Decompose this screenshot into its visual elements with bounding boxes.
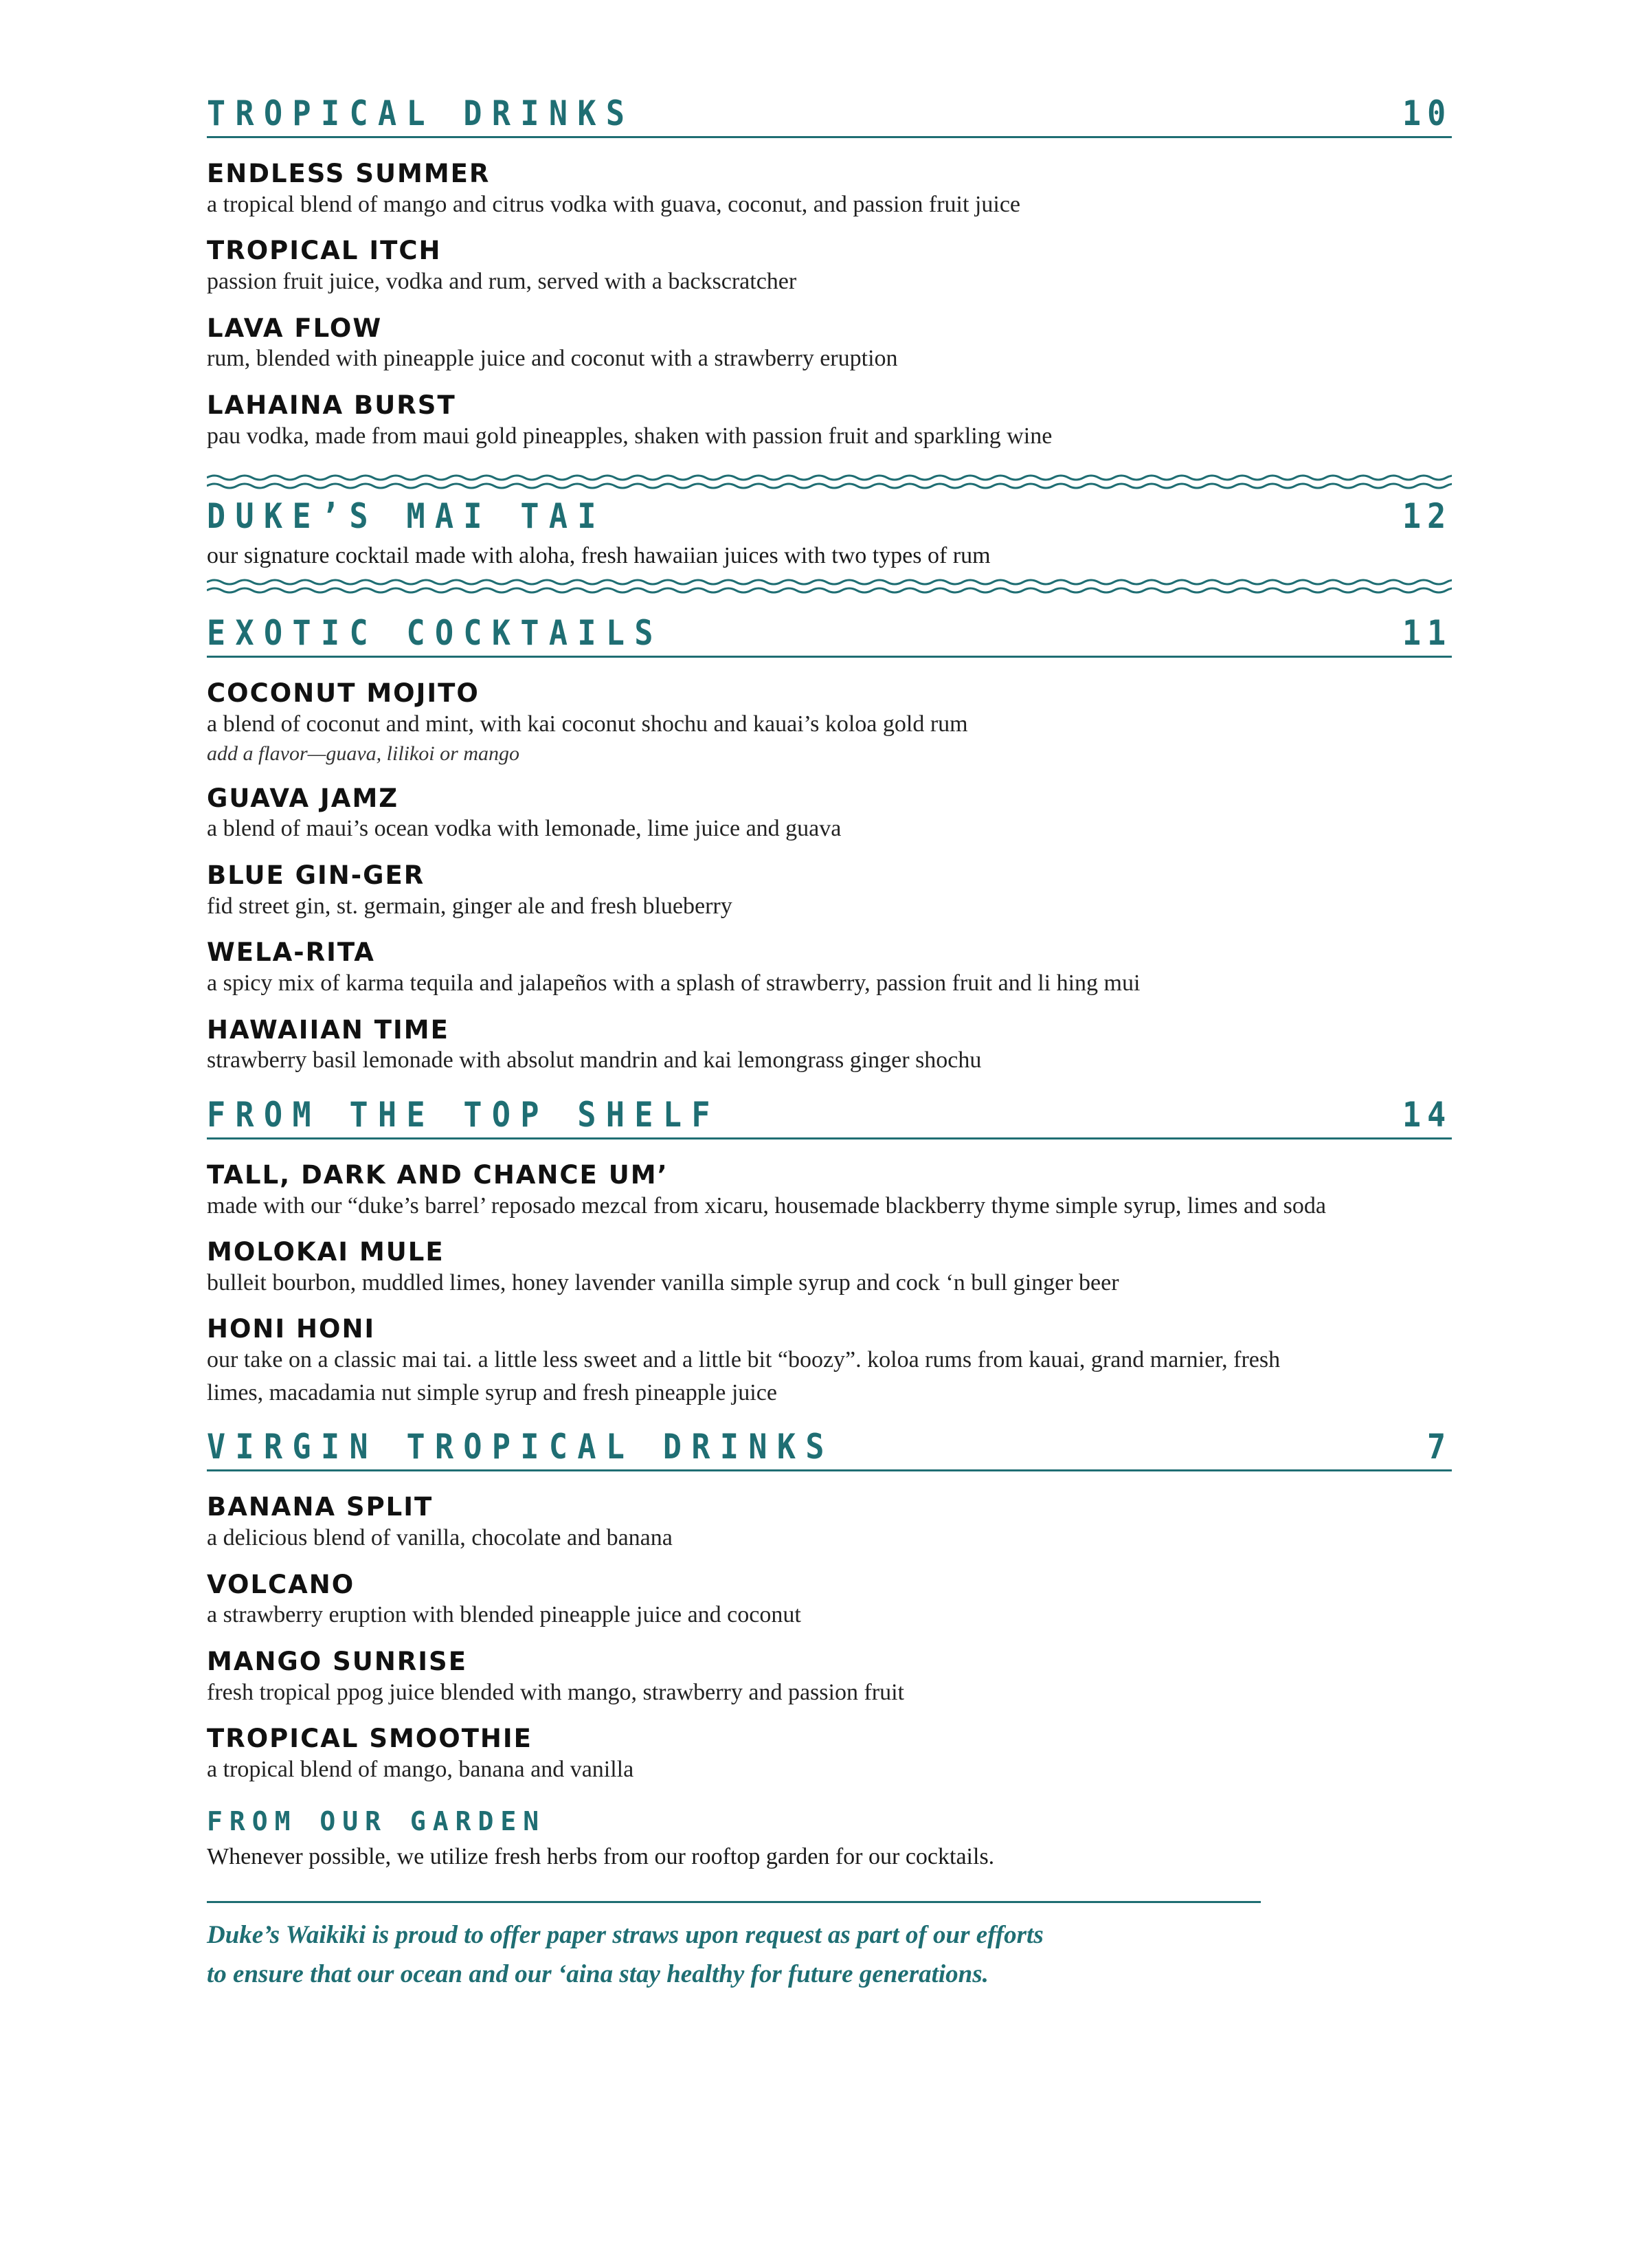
section-virgin-tropical-drinks	[207, 1427, 1452, 1786]
menu-item	[207, 392, 1452, 452]
menu-item	[207, 1016, 1452, 1077]
section-header	[207, 1427, 1452, 1471]
section-exotic-cocktails	[207, 613, 1452, 1077]
item-name: TROPICAL ITCH	[207, 236, 442, 266]
item-name: HONI HONI	[207, 1314, 376, 1344]
section-price: 7	[1426, 1427, 1452, 1467]
menu-item	[207, 680, 1452, 768]
item-description: a delicious blend of vanilla, chocolate and banana	[207, 1525, 673, 1551]
item-description: bulleit bourbon, muddled limes, honey lavender vanilla simple syrup and cock ‘n bull ginger beer	[207, 1269, 1119, 1296]
footer-line: to ensure that our ocean and our ‘aina stay healthy for future generations.	[207, 1960, 989, 1989]
item-description: a tropical blend of mango, banana and vanilla	[207, 1756, 634, 1782]
item-name: LAHAINA BURST	[207, 390, 456, 420]
section-title: TROPICAL DRINKS	[207, 93, 635, 133]
item-description: pau vodka, made from maui gold pineapples, shaken with passion fruit and sparkling wine	[207, 423, 1053, 449]
footer-divider	[207, 1901, 1261, 1903]
item-name: VOLCANO	[207, 1569, 355, 1599]
section-price: 10	[1402, 93, 1452, 133]
footer-statement	[207, 1915, 1452, 1994]
garden-text: Whenever possible, we utilize fresh herbs from our rooftop garden for our cocktails.	[207, 1844, 995, 1870]
section-title: DUKE’S MAI TAI	[207, 496, 606, 537]
item-name: BANANA SPLIT	[207, 1492, 434, 1522]
menu-item	[207, 939, 1452, 999]
item-name: WELA-RITA	[207, 937, 375, 968]
item-name: MOLOKAI MULE	[207, 1237, 445, 1267]
menu-item	[207, 1725, 1452, 1786]
menu-item	[207, 1493, 1452, 1554]
footer-line: Duke’s Waikiki is proud to offer paper straws upon request as part of our efforts	[207, 1921, 1044, 1950]
menu-item	[207, 1315, 1452, 1409]
item-name: TALL, DARK AND CHANCE UM’	[207, 1159, 669, 1190]
item-name: ENDLESS SUMMER	[207, 159, 491, 188]
section-header	[207, 496, 1452, 537]
menu-item	[207, 237, 1452, 298]
section-title: FROM THE TOP SHELF	[207, 1094, 720, 1135]
menu-page	[207, 93, 1452, 1994]
item-description: a strawberry eruption with blended pineapple juice and coconut	[207, 1602, 801, 1628]
item-description: rum, blended with pineapple juice and coconut with a strawberry eruption	[207, 346, 898, 372]
section-header	[207, 1094, 1452, 1139]
item-name: TROPICAL SMOOTHIE	[207, 1724, 532, 1754]
item-name: BLUE GIN-GER	[207, 860, 425, 891]
item-description: our take on a classic mai tai. a little less sweet and a little bit “boozy”. koloa rums from kauai, grand marnier, fresh limes, macadamia nut simple syrup and fresh pineapple juice	[207, 1347, 1281, 1405]
item-description: a spicy mix of karma tequila and jalapeños with a splash of strawberry, passion fruit and li hing mui	[207, 970, 1141, 997]
section-price: 12	[1402, 496, 1452, 537]
menu-item	[207, 1571, 1452, 1632]
section-price: 11	[1402, 613, 1452, 654]
item-name: HAWAIIAN TIME	[207, 1014, 449, 1045]
wave-divider-icon	[207, 577, 1452, 595]
menu-item	[207, 160, 1452, 221]
garden-title: FROM OUR GARDEN	[207, 1806, 546, 1837]
garden-note	[207, 1806, 1452, 1874]
menu-item	[207, 1648, 1452, 1709]
item-name: LAVA FLOW	[207, 313, 383, 343]
item-description: made with our “duke’s barrel’ reposado mezcal from xicaru, housemade blackberry thyme simple syrup, limes and soda	[207, 1192, 1326, 1219]
item-description: our signature cocktail made with aloha, fresh hawaiian juices with two types of rum	[207, 543, 991, 569]
section-header	[207, 93, 1452, 138]
menu-item	[207, 785, 1452, 845]
item-description: strawberry basil lemonade with absolut mandrin and kai lemongrass ginger shochu	[207, 1047, 982, 1074]
item-description: a blend of coconut and mint, with kai coconut shochu and kauai’s koloa gold rum	[207, 711, 968, 737]
section-title: VIRGIN TROPICAL DRINKS	[207, 1427, 834, 1467]
item-note: add a flavor—guava, lilikoi or mango	[207, 742, 519, 766]
item-name: MANGO SUNRISE	[207, 1646, 467, 1676]
section-title: EXOTIC COCKTAILS	[207, 613, 663, 654]
wave-divider-icon	[207, 473, 1452, 491]
section-top-shelf	[207, 1094, 1452, 1409]
item-description: a blend of maui’s ocean vodka with lemonade, lime juice and guava	[207, 816, 842, 842]
section-tropical-drinks	[207, 93, 1452, 452]
menu-item	[207, 1161, 1452, 1222]
menu-item	[207, 1238, 1452, 1299]
item-name: COCONUT MOJITO	[207, 678, 480, 709]
section-price: 14	[1402, 1094, 1452, 1135]
item-description: fresh tropical ppog juice blended with mango, strawberry and passion fruit	[207, 1679, 905, 1705]
item-description: fid street gin, st. germain, ginger ale and fresh blueberry	[207, 893, 732, 919]
item-description: a tropical blend of mango and citrus vodka with guava, coconut, and passion fruit juice	[207, 191, 1021, 217]
item-name: GUAVA JAMZ	[207, 783, 399, 813]
menu-item	[207, 315, 1452, 375]
menu-item	[207, 862, 1452, 922]
item-description: passion fruit juice, vodka and rum, served with a backscratcher	[207, 268, 797, 294]
section-mai-tai	[207, 496, 1452, 572]
section-header	[207, 613, 1452, 658]
